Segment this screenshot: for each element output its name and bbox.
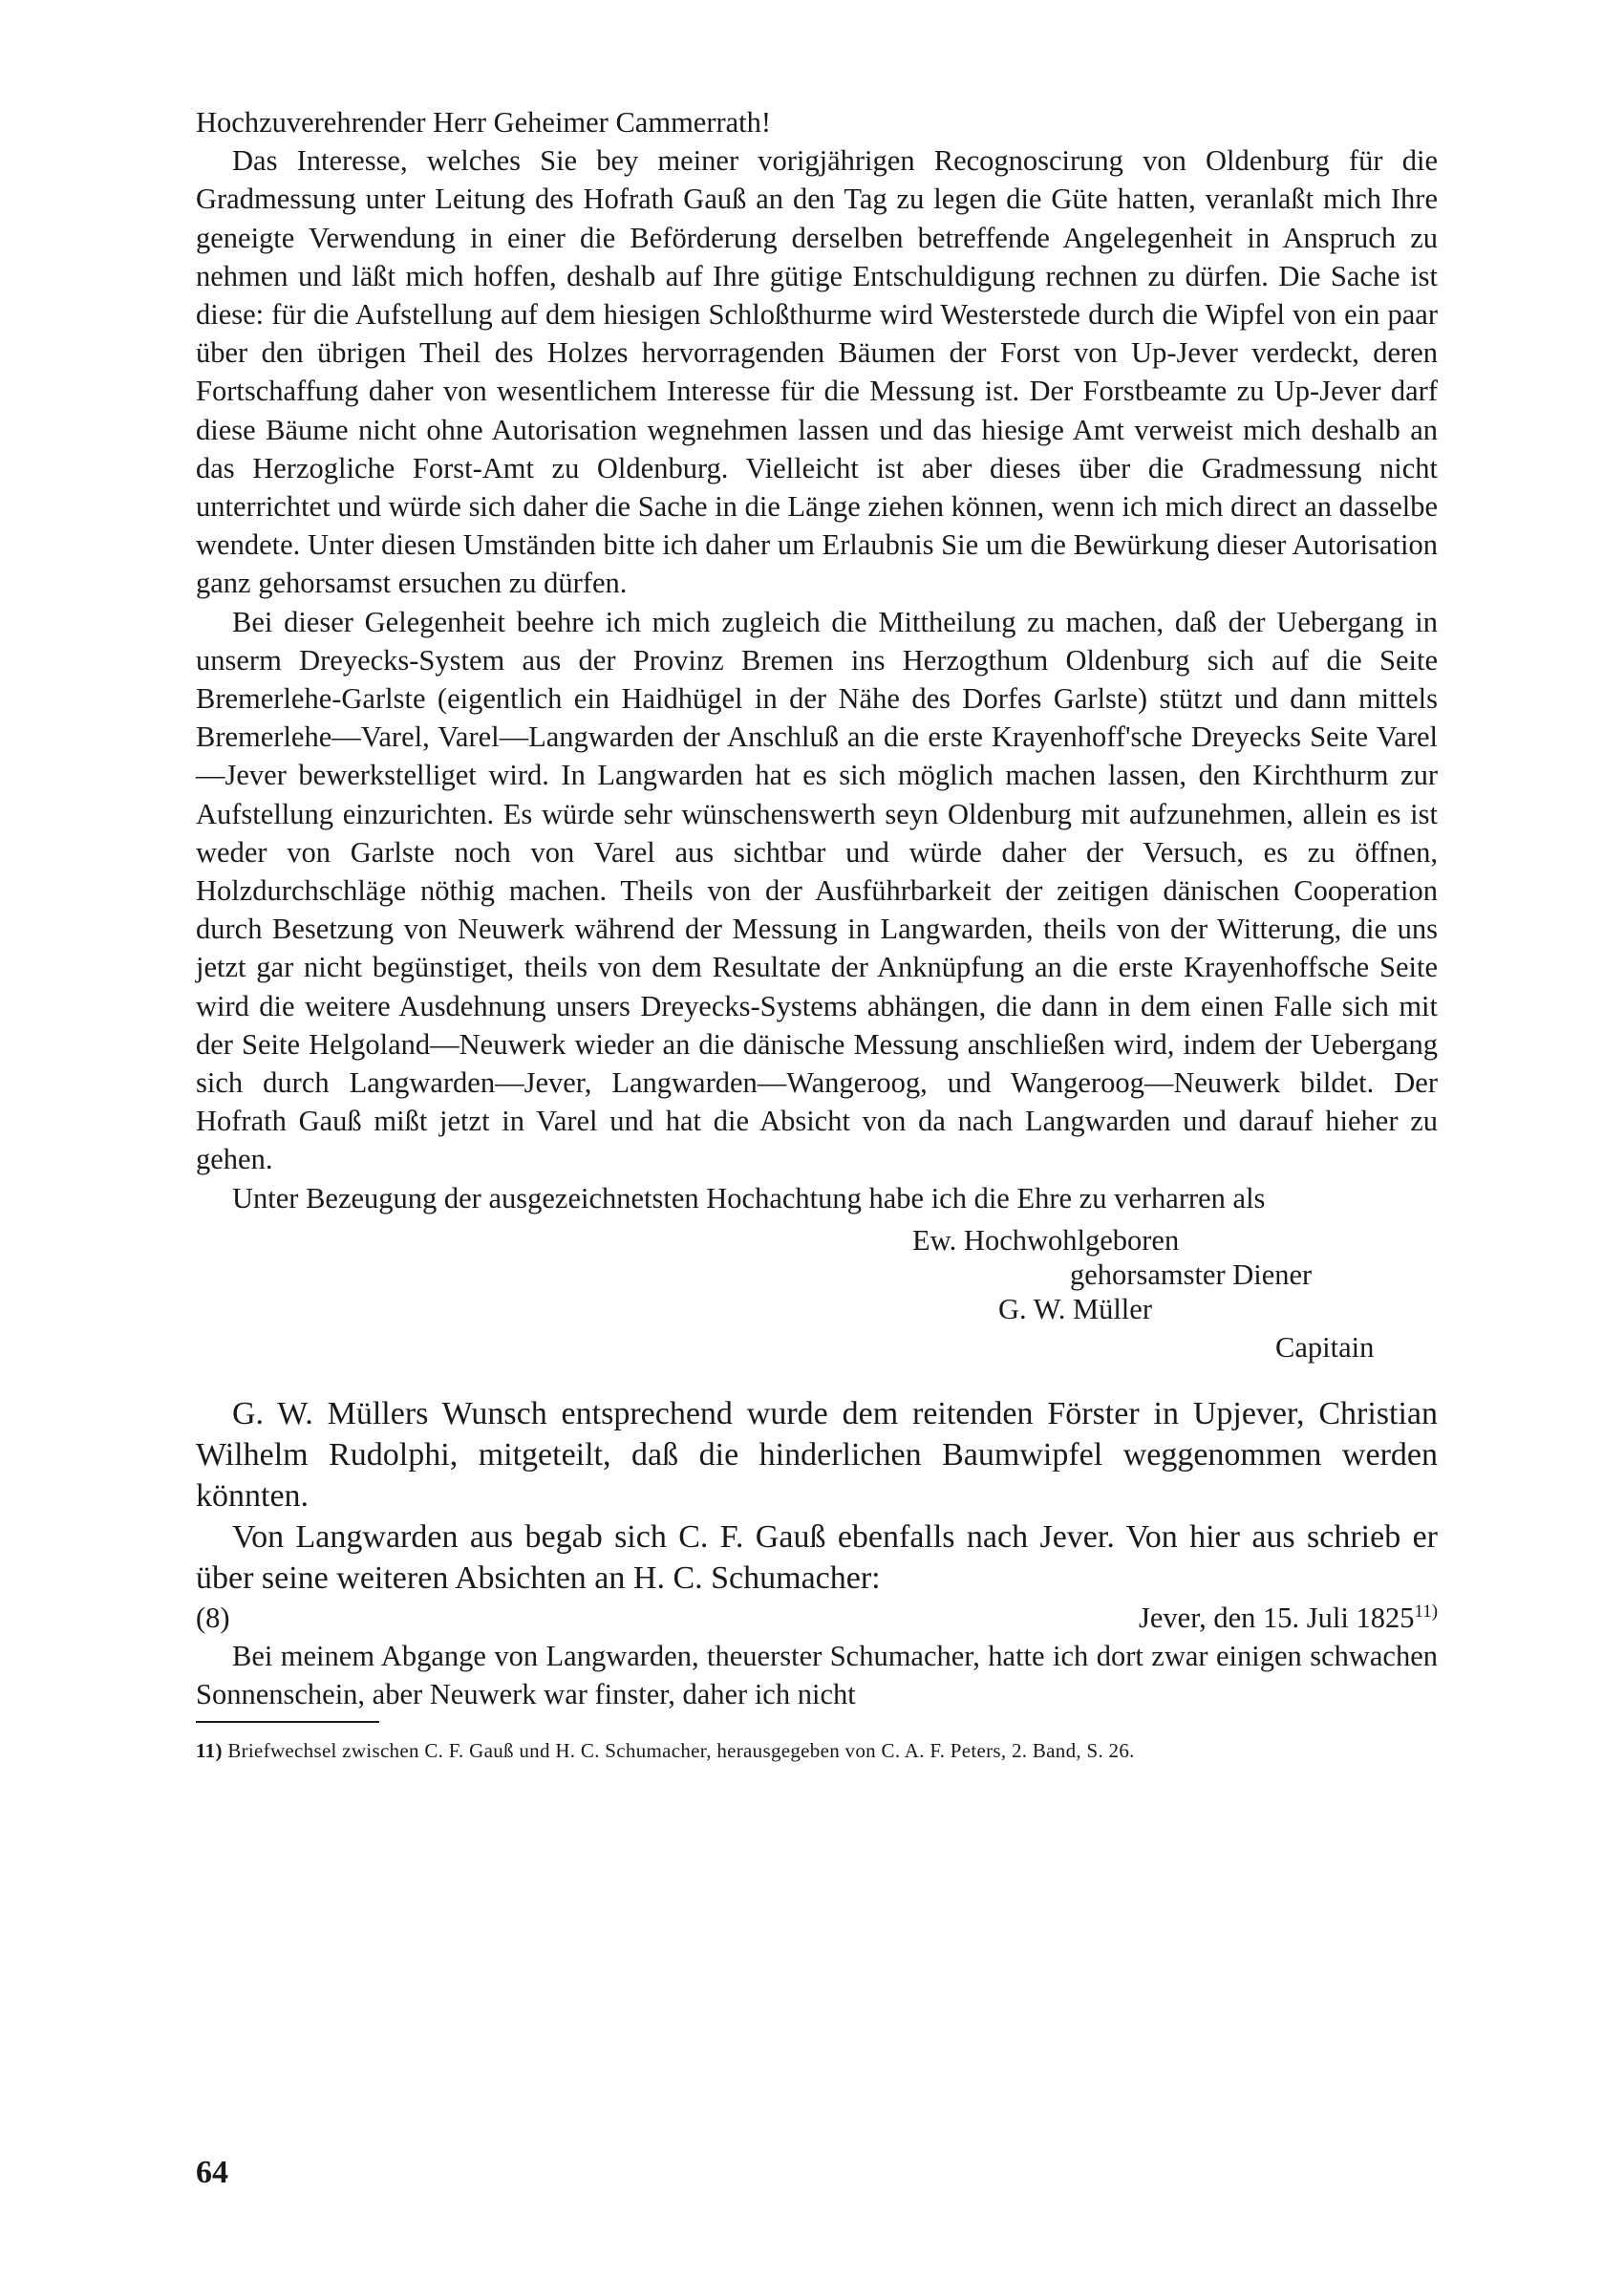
letter-salutation: Hochzuverehrender Herr Geheimer Cammerrath!	[196, 106, 772, 139]
letter-place-date	[1139, 1599, 1438, 1637]
narrative-paragraph-2: Von Langwarden aus begab sich C. F. Gauß ebenfalls nach Jever. Von hier aus schrieb er über seine weiteren Absichten an H. C. Schumacher:	[196, 1518, 1438, 1596]
letter-paragraph-1: Das Interesse, welches Sie bey meiner vorigjährigen Recognoscirung von Oldenburg für die Gradmessung unter Leitung des Hofrath Gauß an den Tag zu legen die Güte hatten, veranlaßt mich Ihre geneigte Verwendung in einer die Beförderung derselben betreffende Angelegenheit in Anspruch zu nehmen und läßt mich hoffen, deshalb auf Ihre gütige Entschuldigung rechnen zu dürfen. Die Sache ist diese: für die Aufstellung auf dem hiesigen Schloßthurme wird Westerstede durch die Wipfel von ein paar über den übrigen Theil des Holzes hervorragenden Bäumen der Forst von Up-Jever verdeckt, deren Fortschaffung daher von wesentlichem Interesse für die Messung ist. Der Forstbeamte zu Up-Jever darf diese Bäume nicht ohne Autorisation wegnehmen lassen und das hiesige Amt verweist mich deshalb an das Herzogliche Forst-Amt zu Oldenburg. Vielleicht ist aber dieses über die Gradmessung nicht unterrichtet und würde sich daher die Sache in die Länge ziehen können, wenn ich mich direct an dasselbe wendete. Unter diesen Umständen bitte ich daher um Erlaubnis Sie um die Bewürkung dieser Autorisation ganz gehorsamst ersuchen zu dürfen.	[196, 144, 1438, 600]
letter-number: (8)	[196, 1601, 230, 1634]
closing-servant: gehorsamster Diener	[1070, 1258, 1313, 1291]
footnote-marker: 11)	[196, 1739, 223, 1763]
letter-mueller	[196, 103, 1438, 1217]
letter-paragraph-2: Bei dieser Gelegenheit beehre ich mich zugleich die Mittheilung zu machen, daß der Uebergang in unserm Dreyecks-System aus der Provinz Bremen ins Herzogthum Oldenburg sich auf die Seite Bremerlehe-Garlste (eigentlich ein Haidhügel in der Nähe des Dorfes Garlste) stützt und dann mittels Bremerlehe—Varel, Varel—Langwarden der Anschluß an die erste Krayenhoff'sche Dreyecks Seite Varel—Jever bewerkstelliget wird. In Langwarden hat es sich möglich machen lassen, den Kirchthurm zur Aufstellung einzurichten. Es würde sehr wünschenswerth seyn Oldenburg mit aufzunehmen, allein es ist weder von Garlste noch von Varel aus sichtbar und würde daher der Versuch, es zu öffnen, Holzdurchschläge nöthig machen. Theils von der Ausführbarkeit der zeitigen dänischen Cooperation durch Besetzung von Neuwerk während der Messung in Langwarden, theils von der Witterung, die uns jetzt gar nicht begünstiget, theils von dem Resultate der Anknüpfung an die erste Krayenhoffsche Seite wird die weitere Ausdehnung unsers Dreyecks-Systems abhängen, die dann in dem einen Falle sich mit der Seite Helgoland—Neuwerk wieder an die dänische Messung anschließen wird, indem der Uebergang sich durch Langwarden—Jever, Langwarden—Wangeroog, und Wangeroog—Neuwerk bildet. Der Hofrath Gauß mißt jetzt in Varel und hat die Absicht von da nach Langwarden und darauf hieher zu gehen.	[196, 605, 1438, 1176]
place-date-text: Jever, den 15. Juli 1825	[1139, 1601, 1415, 1634]
footnote-divider	[196, 1721, 379, 1723]
narrative-text	[196, 1393, 1438, 1599]
closing-signature: G. W. Müller	[998, 1292, 1152, 1325]
letter-paragraph-3: Unter Bezeugung der ausgezeichnetsten Hochachtung habe ich die Ehre zu verharren als	[232, 1181, 1266, 1215]
footnote	[196, 1736, 1438, 1765]
closing-rank: Capitain	[1275, 1330, 1375, 1364]
footnote-reference: 11)	[1414, 1601, 1438, 1622]
page-body	[196, 103, 1438, 1765]
letter-closing	[196, 1217, 1438, 1366]
letter2-paragraph: Bei meinem Abgange von Langwarden, theuerster Schumacher, hatte ich dort zwar einigen schwachen Sonnenschein, aber Neuwerk war finster, daher ich nicht	[196, 1639, 1438, 1711]
page-number: 64	[196, 2155, 228, 2190]
footnote-text: Briefwechsel zwischen C. F. Gauß und H. C. Schumacher, herausgegeben von C. A. F. Peters, 2. Band, S. 26.	[227, 1739, 1135, 1763]
narrative-paragraph-1: G. W. Müllers Wunsch entsprechend wurde dem reitenden Förster in Upjever, Christian Wilhelm Rudolphi, mitgeteilt, daß die hinderlichen Baumwipfel weggenommen werden könnten.	[196, 1395, 1438, 1514]
letter2-heading	[196, 1599, 1438, 1637]
closing-honorific: Ew. Hochwohlgeboren	[912, 1223, 1180, 1257]
letter-gauss	[196, 1637, 1438, 1713]
